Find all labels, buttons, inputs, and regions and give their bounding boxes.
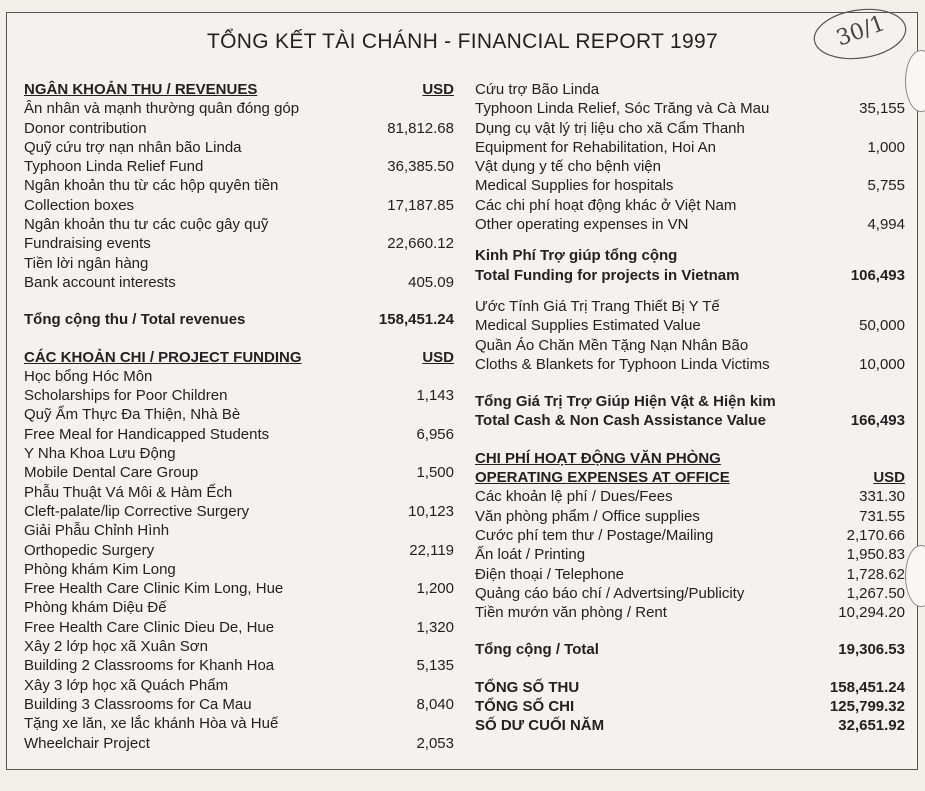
total-funding-vi: Kinh Phí Trợ giúp tổng cộng xyxy=(475,247,678,265)
funding-list xyxy=(24,367,454,753)
list-item: Free Health Care Clinic Dieu De, Hue 1,320 xyxy=(24,618,454,636)
revenues-total: Tổng cộng thu / Total revenues 158,451.24 xyxy=(24,311,454,329)
relief-list xyxy=(475,80,905,234)
total-assistance xyxy=(475,392,905,431)
list-item: Điện thoại / Telephone 1,728.62 xyxy=(475,565,905,583)
list-item: Typhoon Linda Relief, Sóc Trăng và Cà Mau 35,155 xyxy=(475,100,905,118)
list-item: Ấn loát / Printing 1,950.83 xyxy=(475,546,905,564)
office-header-vi: CHI PHÍ HOẠT ĐỘNG VĂN PHÒNG xyxy=(475,449,721,467)
list-item: Các chi phí hoạt động khác ở Việt Nam xyxy=(475,196,737,214)
total-funding-en: Total Funding for projects in Vietnam 106,493 xyxy=(475,266,905,284)
list-item: Fundraising events 22,660.12 xyxy=(24,235,454,253)
list-item: Vật dụng y tế cho bệnh viện xyxy=(475,158,661,176)
list-item: Equipment for Rehabilitation, Hoi An 1,000 xyxy=(475,138,905,156)
list-item: Medical Supplies Estimated Value 50,000 xyxy=(475,317,905,335)
office-total: Tổng cộng / Total 19,306.53 xyxy=(475,641,905,659)
handwritten-annotation xyxy=(805,0,915,70)
list-item: Phòng khám Diệu Đế xyxy=(24,599,167,617)
report-title: TỔNG KẾT TÀI CHÁNH - FINANCIAL REPORT 1997 xyxy=(207,30,718,53)
office-list xyxy=(475,487,905,622)
revenues-header: NGÂN KHOẢN THU / REVENUES USD xyxy=(24,81,454,98)
list-item: Orthopedic Surgery 22,119 xyxy=(24,541,454,559)
summary-row: TỔNG SỐ THU 158,451.24 xyxy=(475,678,905,696)
list-item: Ngân khoản thu tư các cuộc gây quỹ xyxy=(24,216,269,234)
list-item: Building 3 Classrooms for Ca Mau 8,040 xyxy=(24,695,454,713)
list-item: Collection boxes 17,187.85 xyxy=(24,196,454,214)
list-item: Dụng cụ vật lý trị liệu cho xã Cẩm Thanh xyxy=(475,119,745,137)
list-item: Medical Supplies for hospitals 5,755 xyxy=(475,177,905,195)
list-item: Wheelchair Project 2,053 xyxy=(24,734,454,752)
list-item: Xây 2 lớp học xã Xuân Sơn xyxy=(24,638,208,656)
summary-row: TỔNG SỐ CHI 125,799.32 xyxy=(475,698,905,716)
list-item: Xây 3 lớp học xã Quách Phẩm xyxy=(24,676,229,694)
list-item: Giải Phẫu Chỉnh Hình xyxy=(24,522,170,540)
revenues-list xyxy=(24,99,454,292)
list-item: Quỹ Ẩm Thực Đa Thiện, Nhà Bè xyxy=(24,406,241,424)
summary-block xyxy=(475,678,905,736)
list-item: Bank account interests 405.09 xyxy=(24,273,454,291)
list-item: Quảng cáo báo chí / Advertsing/Publicity 1,267.50 xyxy=(475,584,905,602)
list-item: Học bổng Hóc Môn xyxy=(24,367,153,385)
list-item: Phòng khám Kim Long xyxy=(24,560,176,578)
list-item: Cloths & Blankets for Typhoon Linda Victims 10,000 xyxy=(475,355,905,373)
right-column xyxy=(475,80,905,736)
list-item: Tiền mướn văn phòng / Rent 10,294.20 xyxy=(475,604,905,622)
list-item: Quần Áo Chăn Mền Tặng Nạn Nhân Bão xyxy=(475,336,749,354)
total-funding xyxy=(475,246,905,285)
list-item: Văn phòng phẩm / Office supplies 731.55 xyxy=(475,507,905,525)
total-assistance-en: Total Cash & Non Cash Assistance Value 166,493 xyxy=(475,412,905,430)
list-item: Cleft-palate/lip Corrective Surgery 10,123 xyxy=(24,502,454,520)
list-item: Cước phí tem thư / Postage/Mailing 2,170.66 xyxy=(475,526,905,544)
list-item: Other operating expenses in VN 4,994 xyxy=(475,216,905,234)
list-item: Phẫu Thuật Vá Môi & Hàm Ếch xyxy=(24,483,233,501)
list-item: Tặng xe lăn, xe lắc khánh Hòa và Huế xyxy=(24,715,279,733)
list-item: Building 2 Classrooms for Khanh Hoa 5,135 xyxy=(24,657,454,675)
list-item: Free Meal for Handicapped Students 6,956 xyxy=(24,425,454,443)
in-kind-list xyxy=(475,297,905,374)
list-item: Donor contribution 81,812.68 xyxy=(24,119,454,137)
list-item: Typhoon Linda Relief Fund 36,385.50 xyxy=(24,158,454,176)
list-item: Cứu trợ Bão Linda xyxy=(475,81,600,98)
total-assistance-vi: Tổng Giá Trị Trợ Giúp Hiện Vật & Hiện kim xyxy=(475,393,776,411)
list-item: Ân nhân và mạnh thường quân đóng góp xyxy=(24,100,300,118)
list-item: Các khoản lệ phí / Dues/Fees 331.30 xyxy=(475,488,905,506)
list-item: Mobile Dental Care Group 1,500 xyxy=(24,464,454,482)
list-item: Y Nha Khoa Lưu Động xyxy=(24,445,176,463)
office-header-en: OPERATING EXPENSES AT OFFICE USD xyxy=(475,469,905,487)
svg-text:30/1: 30/1 xyxy=(833,11,889,52)
list-item: Ngân khoản thu từ các hộp quyên tiền xyxy=(24,177,279,195)
list-item: Quỹ cứu trợ nạn nhân bão Linda xyxy=(24,138,242,156)
left-column xyxy=(24,80,454,753)
list-item: Ước Tính Giá Trị Trang Thiết Bị Y Tế xyxy=(475,297,720,315)
list-item: Scholarships for Poor Children 1,143 xyxy=(24,387,454,405)
list-item: Free Health Care Clinic Kim Long, Hue 1,200 xyxy=(24,580,454,598)
summary-row: SỐ DƯ CUỐI NĂM 32,651.92 xyxy=(475,717,905,735)
funding-header: CÁC KHOẢN CHI / PROJECT FUNDING USD xyxy=(24,348,454,366)
list-item: Tiền lời ngân hàng xyxy=(24,254,149,272)
